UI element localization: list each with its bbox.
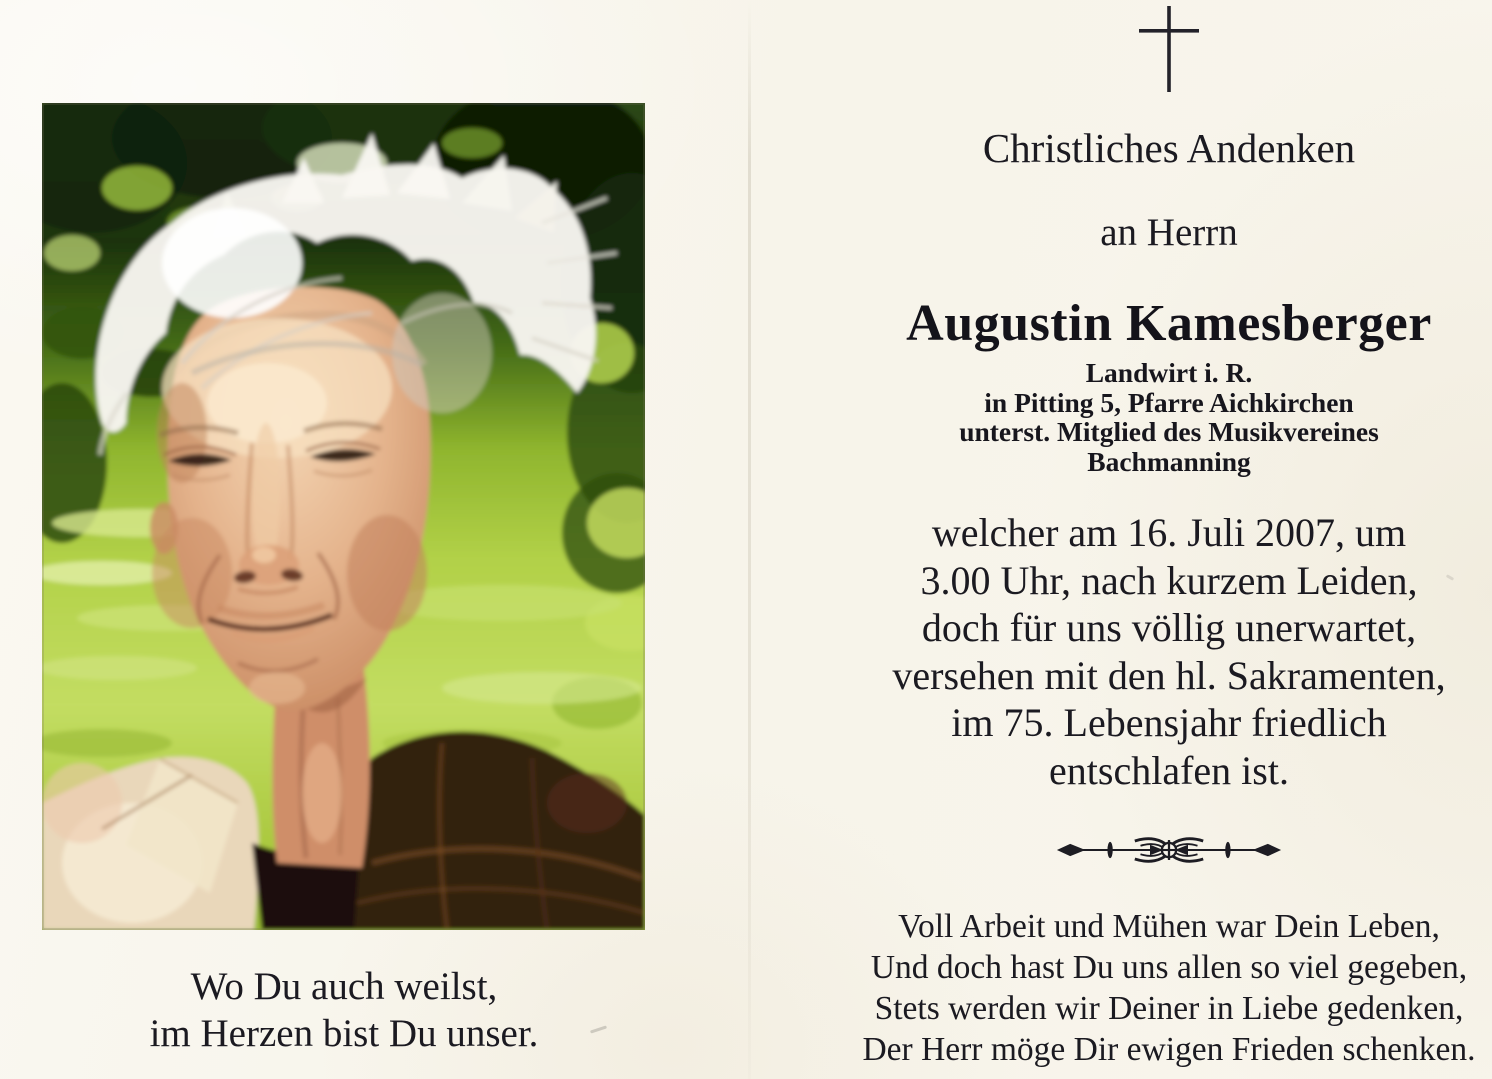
verse-line: Voll Arbeit und Mühen war Dein Leben, <box>898 908 1440 945</box>
salutation: an Herrn <box>1100 211 1238 254</box>
card-fold-line <box>748 0 751 1079</box>
deceased-residence: in Pitting 5, Pfarre Aichkirchen <box>984 386 1354 418</box>
photo-caption-line: im Herzen bist Du unser. <box>149 1011 539 1055</box>
announcement-panel <box>857 0 1481 1079</box>
verse-line: Der Herr möge Dir ewigen Frieden schenken. <box>862 1031 1476 1068</box>
verse-line: Stets werden wir Deiner in Liebe gedenken, <box>874 990 1464 1027</box>
cross-icon <box>1137 4 1201 96</box>
death-notice-line: welcher am 16. Juli 2007, um <box>931 510 1407 555</box>
death-notice-line: entschlafen ist. <box>1049 747 1289 793</box>
death-notice-line: versehen mit den hl. Sakramenten, <box>892 652 1446 698</box>
photo-caption-line: Wo Du auch weilst, <box>190 965 498 1008</box>
memorial-heading: Christliches Andenken <box>982 125 1356 171</box>
deceased-occupation: Landwirt i. R. <box>1085 357 1253 388</box>
portrait-photo-illustration <box>42 103 645 930</box>
verse-line: Und doch hast Du uns allen so viel gegeben, <box>870 949 1468 986</box>
photo-caption <box>43 964 645 1057</box>
ornamental-divider-icon <box>1054 831 1284 869</box>
deceased-membership: unterst. Mitglied des Musikvereines <box>959 416 1379 447</box>
death-notice-line: doch für uns völlig unerwartet, <box>921 605 1417 650</box>
deceased-name: Augustin Kamesberger <box>906 295 1432 352</box>
deceased-details <box>857 358 1481 476</box>
memorial-verse <box>857 906 1481 1070</box>
deceased-membership-place: Bachmanning <box>1087 445 1251 477</box>
death-notice-line: im 75. Lebensjahr friedlich <box>951 700 1387 745</box>
death-notice <box>857 509 1481 794</box>
death-notice-line: 3.00 Uhr, nach kurzem Leiden, <box>920 557 1418 603</box>
portrait-photo <box>42 103 645 930</box>
light-shirt-collar <box>42 757 259 930</box>
